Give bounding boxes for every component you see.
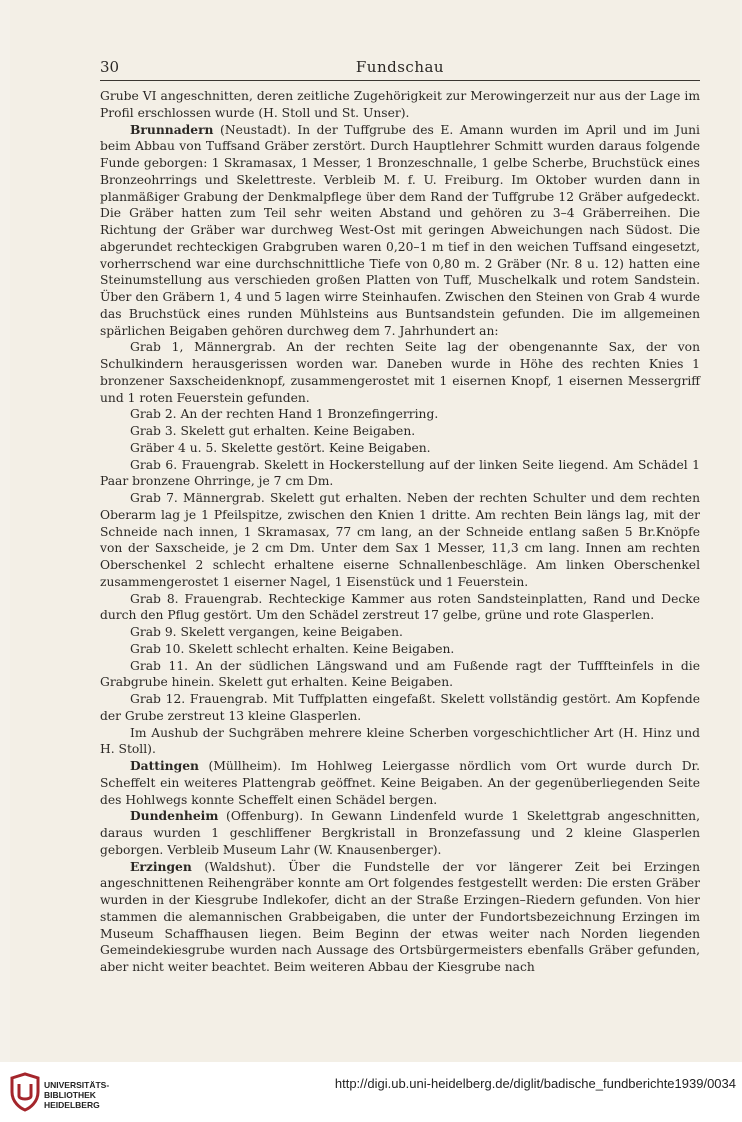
- body-paragraph: [100, 88, 700, 122]
- library-name: [44, 1080, 109, 1110]
- body-paragraph: [100, 440, 700, 457]
- library-name-line: UNIVERSITÄTS-: [44, 1080, 110, 1090]
- body-paragraph: [100, 758, 700, 808]
- place-name-heading: Dundenheim: [130, 808, 219, 824]
- paragraph-text: Gräber 4 u. 5. Skelette gestört. Keine Beigaben.: [130, 440, 431, 455]
- library-name-line: BIBLIOTHEK: [44, 1090, 96, 1100]
- header-rule: [100, 80, 700, 81]
- body-paragraph: [100, 859, 700, 976]
- body-paragraph: [100, 691, 700, 725]
- page-header: [100, 58, 700, 80]
- paragraph-text: Grab 6. Frauengrab. Skelett in Hockerstellung auf der linken Seite liegend. Am Schädel 1 Paar bronzene Ohrringe, je 7 cm Dm.: [100, 457, 700, 489]
- body-paragraph: [100, 591, 700, 625]
- body-paragraph: [100, 490, 700, 591]
- body-paragraph: [100, 808, 700, 858]
- paragraph-text: Grab 3. Skelett gut erhalten. Keine Beigaben.: [130, 424, 416, 438]
- library-name-line: HEIDELBERG: [44, 1100, 100, 1110]
- body-paragraph: [100, 725, 700, 759]
- source-url-link[interactable]: http://digi.ub.uni-heidelberg.de/diglit/badische_fundberichte1939/0034: [334, 1076, 736, 1091]
- body-paragraph: [100, 624, 700, 641]
- place-name-heading: Dattingen: [130, 758, 199, 773]
- body-paragraph: [100, 406, 700, 423]
- library-logo-icon: [8, 1072, 42, 1112]
- paragraph-text: Grab 11. An der südlichen Längswand und am Fußende ragt der Tufffteinfels in die Grabgrube hinein. Skelett gut erhalten. Keine Beigaben.: [100, 658, 700, 690]
- body-paragraph: [100, 457, 700, 491]
- paragraph-text: (Neustadt). In der Tuffgrube des E. Amann wurden im April und im Juni beim Abbau von Tuffsand Gräber zerstört. Durch Hauptlehrer Schmitt wurden daraus folgende Funde geborgen: 1 Skramasax, 1 Messer, 1 Bronzeschnalle, 1 gelbe Scherbe, Bruchstück eines Bronzeohrrings und Skelettreste. Verbleib M. f. U. Freiburg. Im Oktober wurden dann in planmäßiger Grabung der Denkmalpflege über dem Rand der Tuffgrube 12 Gräber aufgedeckt. Die Gräber hatten zum Teil sehr weiten Abstand und gehören zu 3–4 Gräberreihen. Die Richtung der Gräber war durchweg West-Ost mit geringen Abweichungen nach Südost. Die abgerundet rechteckigen Grabgruben waren 0,20–1 m tief in den weichen Tuffsand eingesetzt, vorherrschend war eine durchschnittliche Tiefe von 0,80 m. 2 Gräber (Nr. 8 u. 12) hatten eine Steinumstellung aus verschieden großen Platten von Tuff, Muschelkalk und rotem Sandstein. Über den Gräbern 1, 4 und 5 lagen wirre Steinhaufen. Zwischen den Steinen von Grab 4 wurde das Bruchstück eines runden Mühlsteins aus Buntsandstein gefunden. Die im allgemeinen spärlichen Beigaben gehören durchweg dem 7. Jahrhundert an:: [100, 122, 700, 338]
- paragraph-text: Grab 1, Männergrab. An der rechten Seite lag der obengenannte Sax, der von Schulkindern herausgerissen worden war. Daneben wurde in Höhe des rechten Knies 1 bronzener Saxscheidenknopf, zusammengerostet mit 1 eisernen Knopf, 1 eisernen Messergriff und 1 roten Feuerstein gefunden.: [100, 340, 700, 405]
- paragraph-text: Grab 9. Skelett vergangen, keine Beigaben.: [130, 625, 403, 639]
- page-number: 30: [100, 58, 120, 76]
- body-paragraph: [100, 423, 700, 440]
- place-name-heading: Erzingen: [130, 858, 192, 874]
- paragraph-text: Im Aushub der Suchgräben mehrere kleine Scherben vorgeschichtlicher Art (H. Hinz und H. Stoll).: [100, 725, 700, 757]
- paragraph-text: Grab 2. An der rechten Hand 1 Bronzefingerring.: [130, 407, 439, 422]
- paragraph-text: Grab 12. Frauengrab. Mit Tuffplatten eingefaßt. Skelett vollständig gestört. Am Kopfende der Grube zerstreut 13 kleine Glasperlen.: [100, 692, 700, 723]
- paragraph-text: Grab 10. Skelett schlecht erhalten. Keine Beigaben.: [130, 641, 455, 656]
- paragraph-text: Grab 8. Frauengrab. Rechteckige Kammer aus roten Sandsteinplatten, Rand und Decke durch den Pflug gestört. Um den Schädel zerstreut 17 gelbe, grüne und rote Glasperlen.: [100, 591, 700, 623]
- paragraph-text: (Offenburg). In Gewann Lindenfeld wurde 1 Skelettgrab angeschnitten, daraus wurden 1 geschliffener Bergkristall in Bronzefassung und 2 kleine Glasperlen geborgen. Verbleib Museum Lahr (W. Knausenberger).: [100, 809, 700, 857]
- body-paragraph: [100, 339, 700, 406]
- body-paragraph: [100, 641, 700, 658]
- paragraph-text: (Waldshut). Über die Fundstelle der vor längerer Zeit bei Erzingen angeschnittenen Reihengräber konnte am Ort folgendes festgestellt werden: Die ersten Gräber wurden in der Kiesgrube Indlekofer, dicht an der Straße Erzingen–Riedern gefunden. Von hier stammen die alemannischen Grabbeigaben, die unter der Fundortsbezeichnung Erzingen im Museum Schaffhausen liegen. Beim Beginn der etwas weiter nach Norden liegenden Gemeindekiesgrube wurden nach Aussage des Ortsbürgermeisters ebenfalls Gräber gefunden, aber nicht weiter beachtet. Beim weiteren Abbau der Kiesgrube nach: [100, 859, 700, 974]
- paragraph-text: Grab 7. Männergrab. Skelett gut erhalten. Neben der rechten Schulter und dem rechten Oberarm lag je 1 Pfeilspitze, zwischen den Knien 1 dritte. Am rechten Bein längs lag, mit der Schneide nach innen, 1 Skramasax, 77 cm lang, an der Schneide entlang saßen 5 Br.Knöpfe von der Saxscheide, je 2 cm Dm. Unter dem Sax 1 Messer, 11,3 cm lang. Innen am rechten Oberschenkel 2 schlecht erhaltene eiserne Schnallenbeschläge. Am linken Oberschenkel zusammengerostet 1 eiserner Nagel, 1 Eisenstück und 1 Feuerstein.: [100, 491, 700, 589]
- footer-bar: [0, 1062, 742, 1122]
- paragraph-text: (Müllheim). Im Hohlweg Leiergasse nördlich vom Ort wurde durch Dr. Scheffelt ein weiteres Plattengrab geöffnet. Keine Beigaben. An der gegenüberliegenden Seite des Hohlwegs konnte Scheffelt einen Schädel bergen.: [100, 759, 700, 807]
- article-body: [100, 88, 700, 976]
- running-title: Fundschau: [355, 58, 445, 76]
- paragraph-text: Grube VI angeschnitten, deren zeitliche Zugehörigkeit zur Merowingerzeit nur aus der Lage im Profil erschlossen wurde (H. Stoll und St. Unser).: [100, 89, 700, 120]
- place-name-heading: Brunnadern: [130, 121, 214, 137]
- body-paragraph: [100, 658, 700, 692]
- body-paragraph: [100, 122, 700, 340]
